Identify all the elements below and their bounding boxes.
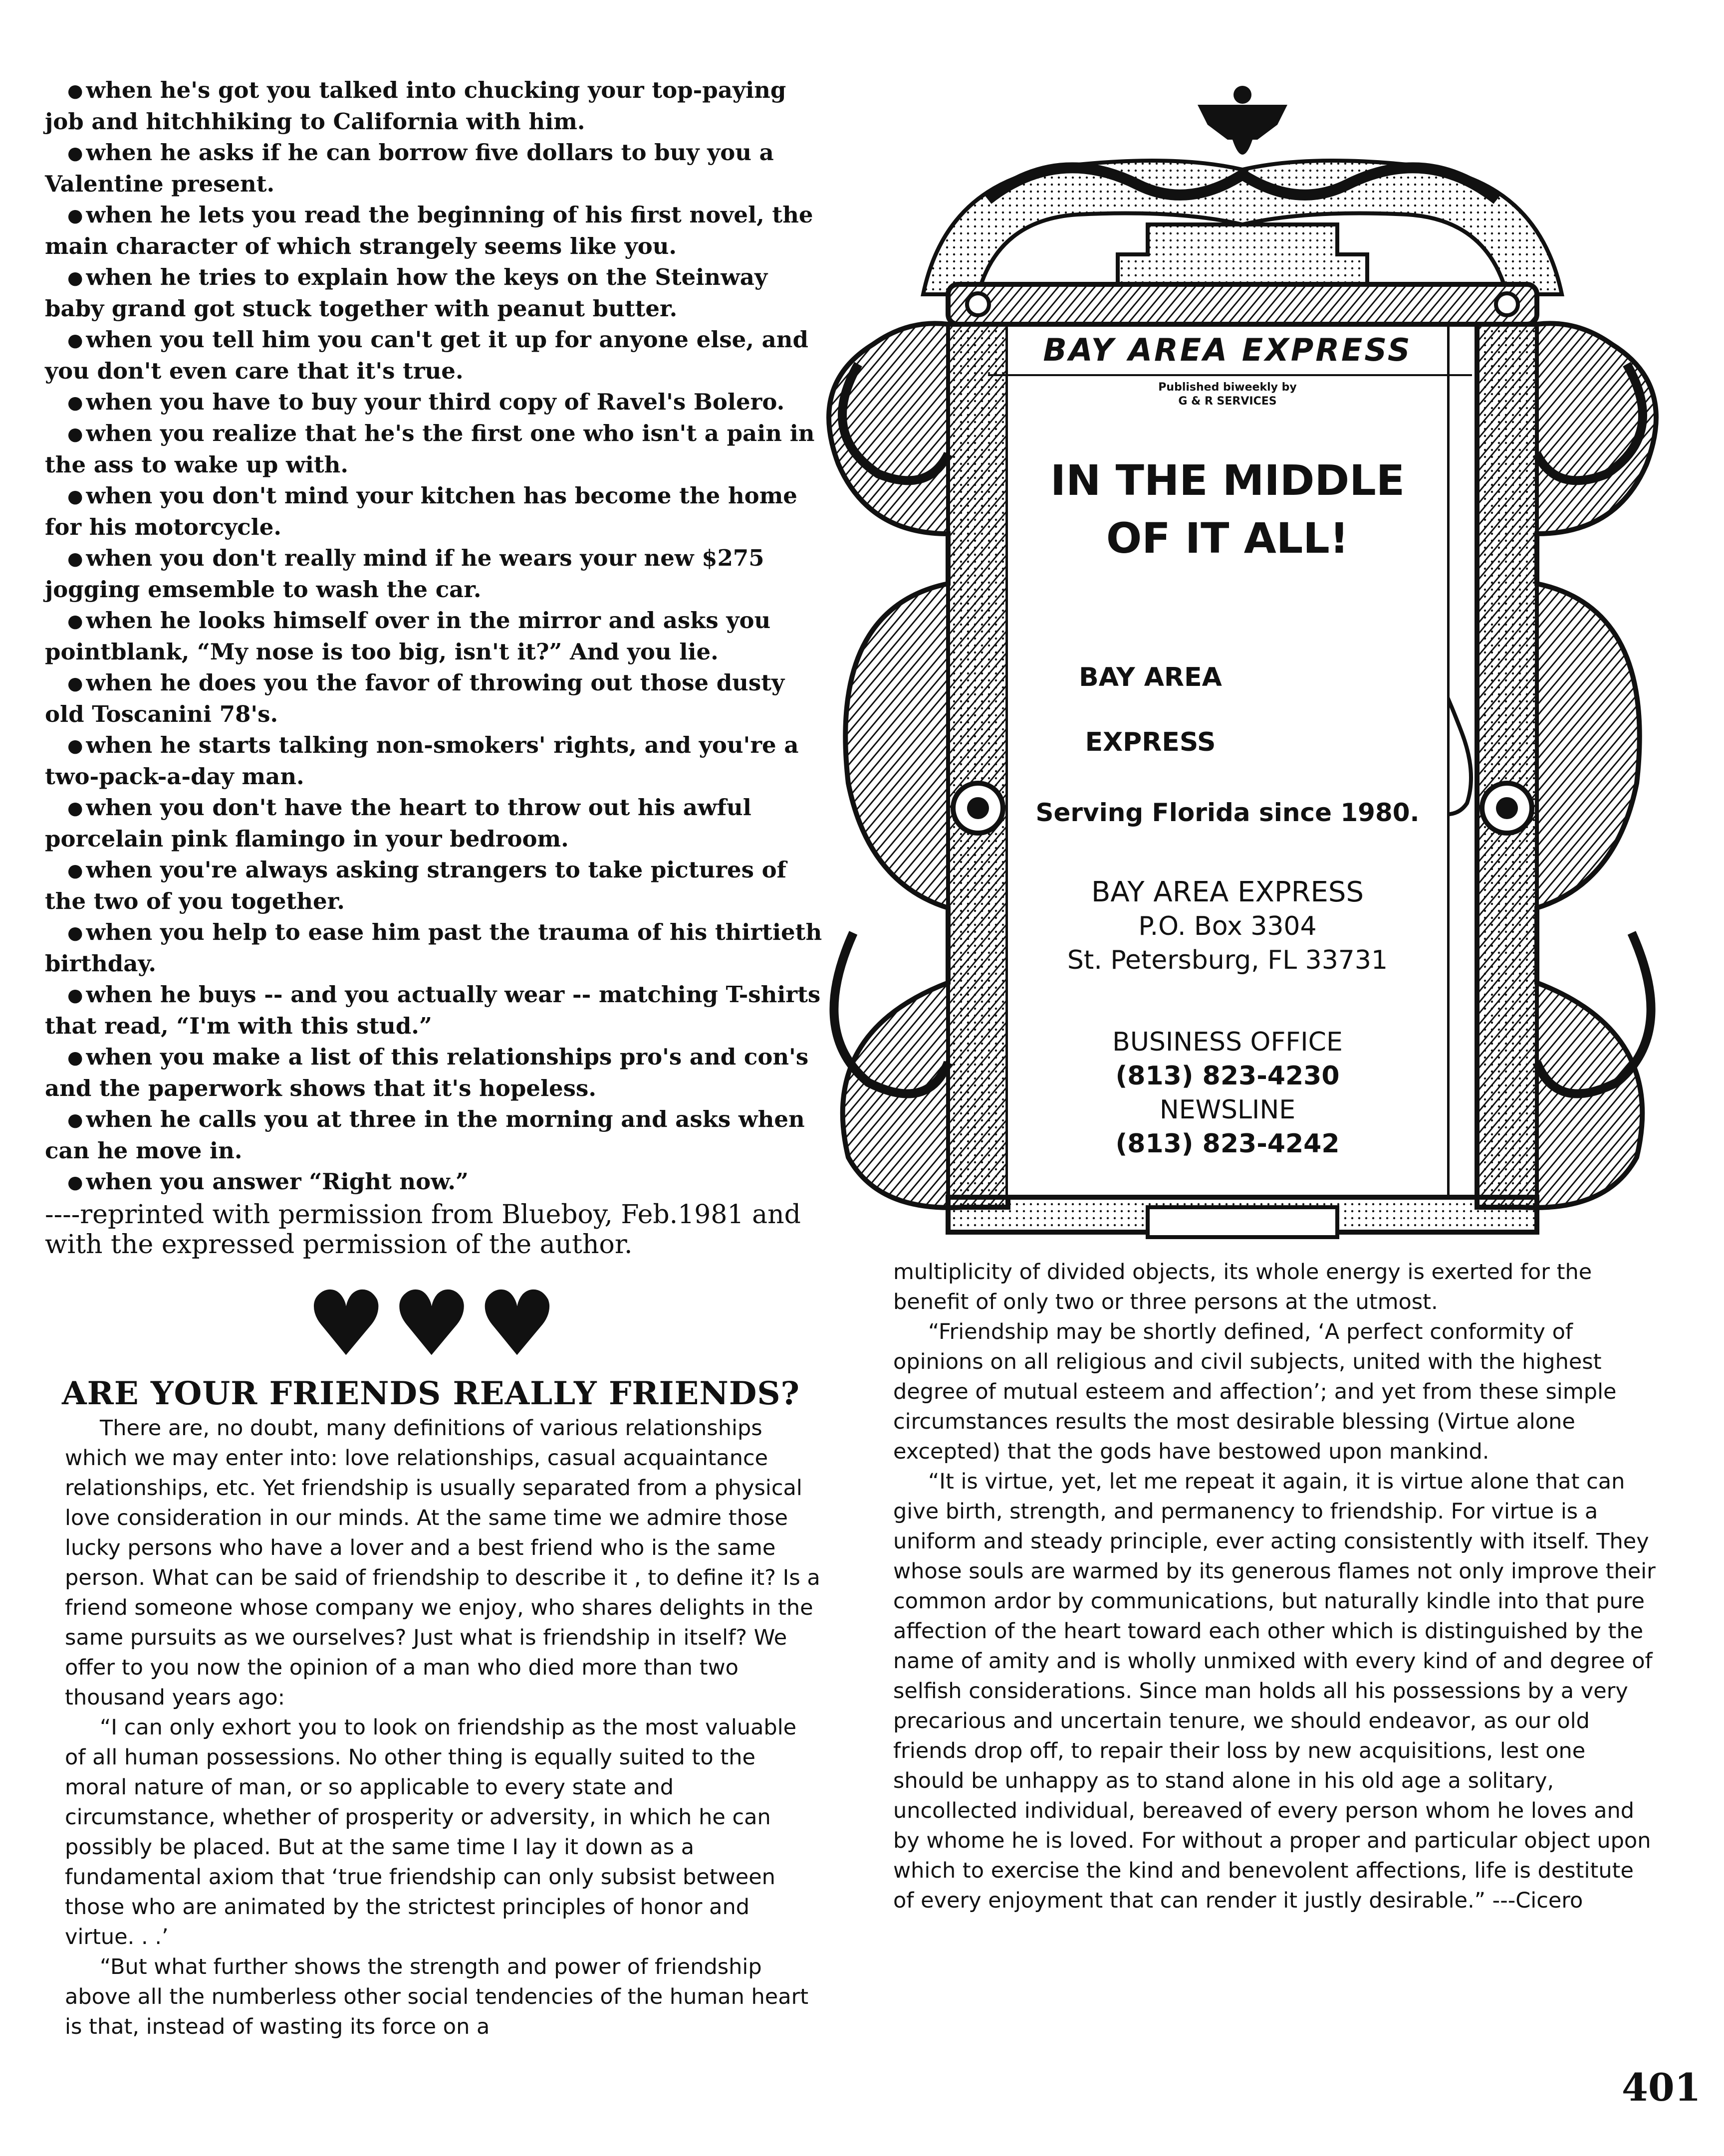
list-item: ● when you tell him you can't get it up for anyone else, and you don't even care that it's true. bbox=[45, 326, 808, 384]
crown-ornament bbox=[1198, 86, 1287, 155]
list-item: ● when he starts talking non-smokers' rights, and you're a two-pack-a-day man. bbox=[45, 732, 799, 790]
paragraph: There are, no doubt, many definitions of various relationships which we may enter into: love relationships, casual acquaintance relationships, etc. Yet friendship is usually separated from a physical love consideration in our minds. At the same time we admire those lucky persons who have a lover and a best friend who is the same person. What can be said of friendship to describe it , to define it? Is a friend someone whose company we enjoy, who shares delights in the same pursuits as we ourselves? Just what is friendship in itself? We offer to you now the opinion of a man who died more than two thousand years ago: bbox=[65, 1416, 820, 1710]
arrow-label: BAY AREA EXPRESS bbox=[1079, 662, 1222, 757]
paragraph: “It is virtue, yet, let me repeat it again, it is virtue alone that can give birth, strength, and permanency to friendship. For virtue is a uniform and steady principle, ever acting consistently with itself. They whose souls are warmed by its generous flames not only improve their common ardor by communications, but naturally kindle into that pure affection of the heart toward each other which is distinguished by the name of amity and is wholly unmixed with every kind of and degree of selfish considerations. Since man holds all his possessions by a very precarious and uncertain tenure, we should endeavor, as our old friends drop off, to repair their loss by new acquisitions, lest one should be unhappy as to stand alone in his old age a solitary, uncollected individual, bereaved of every person whom he loves and by whome he is loved. For without a proper and particular object upon which to exercise the kind and benevolent affections, life is destitute of every enjoyment that can render it justly desirable.” ---Cicero bbox=[893, 1469, 1656, 1913]
list-item: ● when he's got you talked into chucking your top-paying job and hitchhiking to California with him. bbox=[45, 77, 786, 135]
list-item: ● when he lets you read the beginning of his first novel, the main character of which strangely seems like you. bbox=[45, 202, 813, 259]
page-number: 401 bbox=[1622, 2065, 1701, 2110]
ad-slogan: IN THE MIDDLE OF IT ALL! bbox=[1050, 456, 1405, 563]
list-item: ● when you don't mind your kitchen has become the home for his motorcycle. bbox=[45, 482, 797, 540]
masthead-rule bbox=[988, 374, 1472, 376]
article-right-body bbox=[893, 1257, 1657, 1916]
list-item: ● when you answer “Right now.” bbox=[67, 1168, 469, 1195]
article-left-body bbox=[65, 1413, 823, 2042]
list-item: ● when you make a list of this relationships pro's and con's and the paperwork shows that it's hopeless. bbox=[45, 1044, 809, 1101]
paragraph: “But what further shows the strength and power of friendship above all the numberless other social tendencies of the human heart is that, instead of wasting its force on a bbox=[65, 1954, 809, 2039]
list-item: ● when he buys -- and you actually wear -- matching T-shirts that read, “I'm with this stud.” bbox=[45, 981, 821, 1039]
masthead: BAY AREA EXPRESS bbox=[1043, 332, 1412, 368]
reprint-note: ----reprinted with permission from Blueboy, Feb.1981 and with the expressed permission of the author. bbox=[45, 1200, 801, 1260]
published-by: Published biweekly by G & R SERVICES bbox=[1158, 381, 1297, 408]
paragraph: “I can only exhort you to look on friendship as the most valuable of all human possessions. No other thing is equally suited to the moral nature of man, or so applicable to every state and circumstance, whether of prosperity or adversity, in which he can possibly be placed. But at the same time I lay it down as a fundamental axiom that ‘true friendship can only subsist between those who are animated by the strictest principles of honor and virtue. . .’ bbox=[65, 1715, 797, 1949]
list-item: ● when you help to ease him past the trauma of his thirtieth birthday. bbox=[45, 919, 822, 977]
list-item: ● when he calls you at three in the morning and asks when can he move in. bbox=[45, 1106, 805, 1164]
list-item: ● when you don't have the heart to throw out his awful porcelain pink flamingo in your bedroom. bbox=[45, 794, 751, 852]
list-item: ● when you realize that he's the first one who isn't a pain in the ass to wake up with. bbox=[45, 420, 815, 478]
article-title: ARE YOUR FRIENDS REALLY FRIENDS? bbox=[62, 1375, 800, 1412]
contact-numbers: BUSINESS OFFICE (813) 823-4230 NEWSLINE (813) 823-4242 bbox=[1112, 1027, 1343, 1159]
list-item: ● when you're always asking strangers to take pictures of the two of you together. bbox=[45, 857, 787, 914]
serving-line: Serving Florida since 1980. bbox=[1035, 798, 1420, 827]
bullet-list bbox=[45, 75, 823, 1198]
mailing-address: BAY AREA EXPRESS P.O. Box 3304 St. Petersburg, FL 33731 bbox=[1067, 876, 1388, 975]
paragraph: “Friendship may be shortly defined, ‘A perfect conformity of opinions on all religious and civil subjects, united with the highest degree of mutual esteem and affection’; and yet from these simple circumstances results the most desirable blessing (Virtue alone excepted) that the gods have bestowed upon mankind. bbox=[893, 1319, 1617, 1464]
ad-panel bbox=[1005, 324, 1450, 1197]
list-item: ● when he looks himself over in the mirror and asks you pointblank, “My nose is too big, isn't it?” And you lie. bbox=[45, 607, 771, 665]
advertisement bbox=[798, 85, 1687, 1247]
list-item: ● when he asks if he can borrow five dollars to buy you a Valentine present. bbox=[45, 139, 774, 197]
paragraph: multiplicity of divided objects, its whole energy is exerted for the benefit of only two or three persons at the utmost. bbox=[893, 1260, 1592, 1314]
list-item: ● when you have to buy your third copy of Ravel's Bolero. bbox=[67, 389, 785, 415]
hearts-ornament: ♥♥♥ bbox=[305, 1272, 563, 1376]
left-column bbox=[45, 75, 823, 2042]
list-item: ● when he does you the favor of throwing out those dusty old Toscanini 78's. bbox=[45, 669, 785, 727]
list-item: ● when he tries to explain how the keys on the Steinway baby grand got stuck together with peanut butter. bbox=[45, 264, 768, 322]
list-item: ● when you don't really mind if he wears your new $275 jogging emsemble to wash the car. bbox=[45, 545, 764, 603]
